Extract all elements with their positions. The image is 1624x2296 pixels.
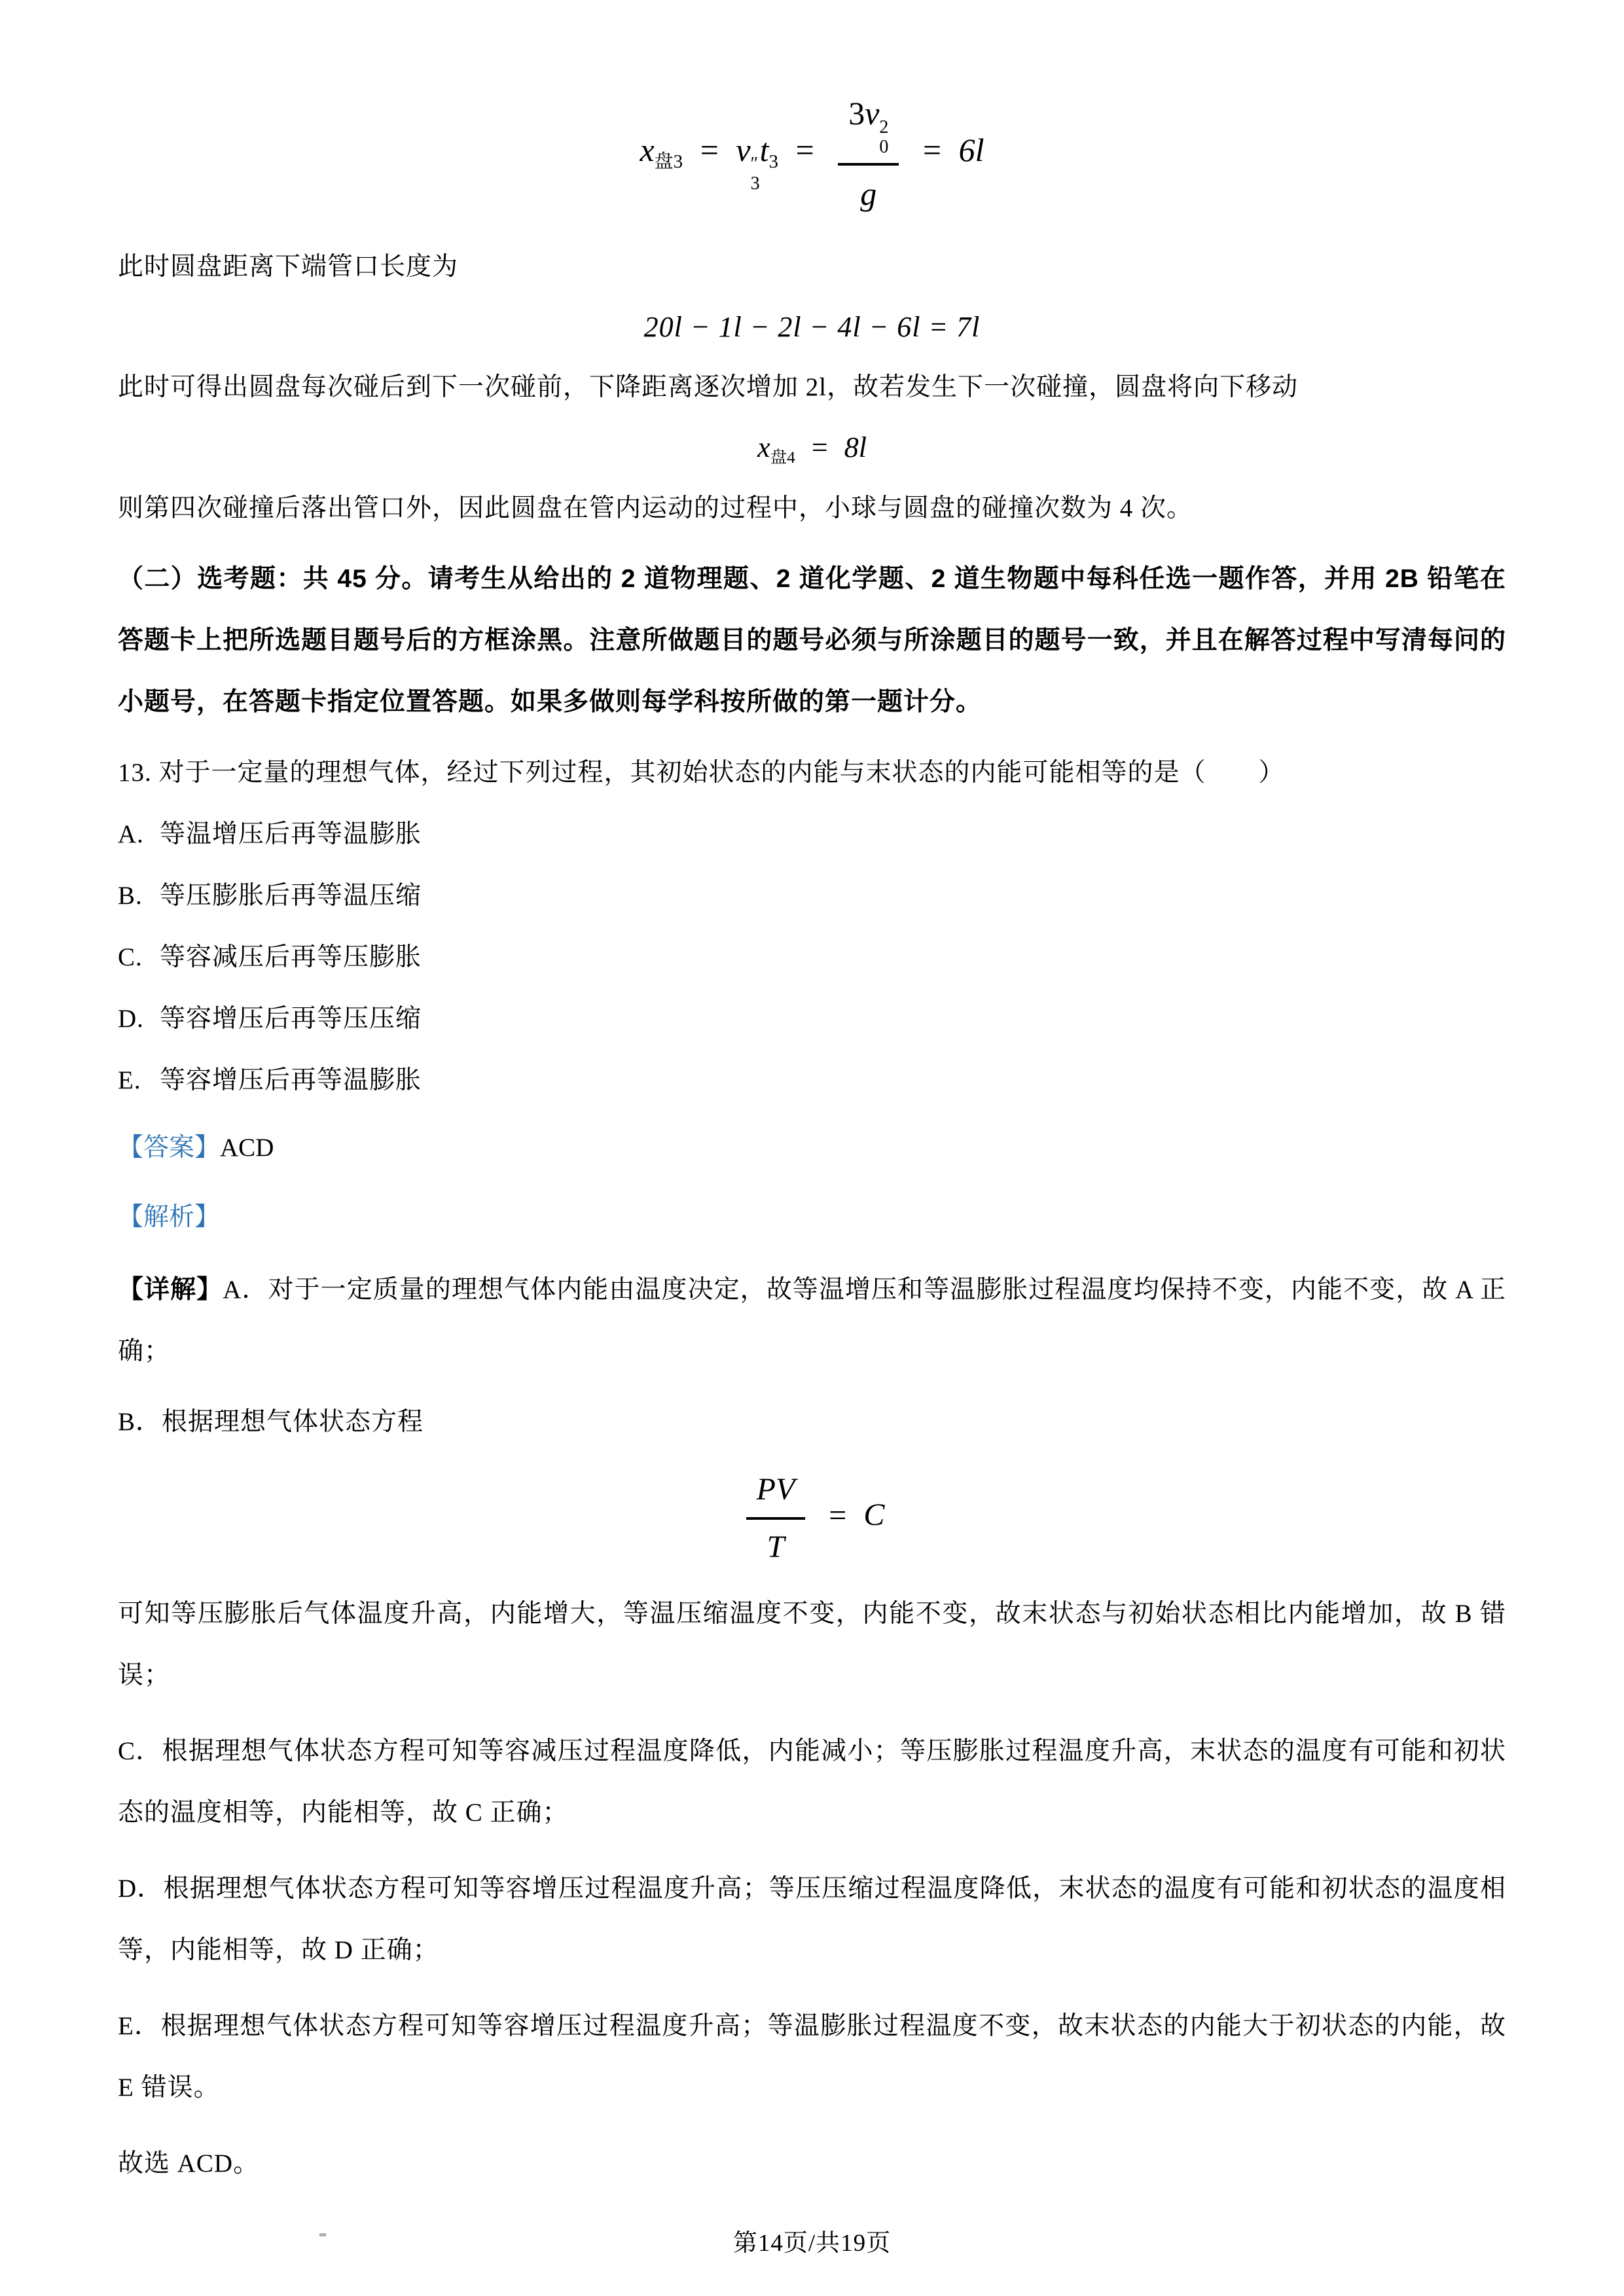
paragraph-disk-distance: 此时圆盘距离下端管口长度为 (118, 253, 459, 281)
option-c (118, 927, 1506, 988)
math-supsub-v0-squared: 2 0 (879, 117, 889, 158)
fraction-3v0sq-over-g (838, 90, 899, 217)
option-e-label: E. (118, 1066, 141, 1095)
conclusion-line: 故选 ACD。 (118, 2149, 260, 2178)
detail-paragraph-c: C．根据理想气体状态方程可知等容减压过程温度降低，内能减小；等压膨胀过程温度升高，末状态的温度有可能和初状态的温度相等，内能相等，故 C 正确； (118, 1736, 1506, 1827)
option-d-label: D. (118, 1005, 144, 1033)
option-d (118, 988, 1506, 1050)
detail-paragraph-d: D．根据理想气体状态方程可知等容增压过程温度升高；等压压缩过程温度降低，末状态的温度有可能和初状态的温度相等，内能相等，故 D 正确； (118, 1874, 1506, 1964)
option-a (118, 804, 1506, 865)
math-const-c: C (863, 1498, 885, 1533)
page-number-footer: 第14页/共19页 (732, 2230, 892, 2257)
section-note-optional-questions: （二）选考题：共 45 分。请考生从给出的 2 道物理题、2 道化学题、2 道生物题中每科任选一题作答，并用 2B 铅笔在答题卡上把所选题目题号后的方框涂黑。注意所做题目的题号必须与所涂题目的题号一致，并且在解答过程中写清每问的小题号，在答题卡指定位置答题。如果多做则每学科按所做的第一题计分。 (118, 565, 1506, 717)
fraction-numerator: PV (746, 1467, 806, 1519)
analysis-line (118, 1185, 1506, 1250)
option-e-text: 等容增压后再等温膨胀 (160, 1066, 422, 1095)
formula-length-remaining (118, 298, 1506, 357)
option-b-text: 等压膨胀后再等温压缩 (160, 882, 422, 910)
fraction-pv-over-t (746, 1467, 806, 1568)
formula-ideal-gas-law (118, 1453, 1506, 1583)
math-var-x: x (757, 431, 770, 463)
math-expression: 20l − 1l − 2l − 4l − 6l = 7l (643, 311, 981, 344)
fraction-denominator: T (767, 1529, 785, 1564)
answer-value: ACD (220, 1134, 274, 1162)
math-var-x: x (640, 132, 655, 169)
fraction-numerator: 3v 2 0 (838, 90, 899, 166)
math-result-6l: 6l (958, 132, 984, 169)
math-var-t: t (759, 132, 769, 169)
math-supsub-v3: ″ 3 (750, 153, 760, 194)
fraction-denominator: g (860, 175, 877, 213)
option-a-text: 等温增压后再等温膨胀 (160, 820, 422, 849)
option-c-text: 等容减压后再等压膨胀 (160, 943, 422, 972)
math-result-8l: 8l (844, 431, 867, 463)
math-subscript-pan3: 盘3 (654, 151, 683, 173)
paragraph-collision-count: 则第四次碰撞后落出管口外，因此圆盘在管内运动的过程中，小球与圆盘的碰撞次数为 4 次。 (118, 494, 1193, 523)
option-a-label: A. (118, 820, 144, 849)
option-b (118, 865, 1506, 927)
paragraph-collision-increase: 此时可得出圆盘每次碰后到下一次碰前，下降距离逐次增加 2l，故若发生下一次碰撞，圆盘将向下移动 (118, 372, 1299, 401)
question-13-stem: 13. 对于一定量的理想气体，经过下列过程，其初始状态的内能与末状态的内能可能相等的是（ ） (118, 759, 1285, 787)
equals-sign: = (795, 132, 814, 169)
detail-paragraph-a (118, 1259, 1506, 1382)
formula-disk-displacement-3 (118, 73, 1506, 236)
page-content (118, 73, 1506, 2195)
equals-sign: = (700, 132, 719, 169)
detail-paragraph-b-intro: B．根据理想气体状态方程 (118, 1408, 424, 1437)
formula-disk-displacement-4 (118, 418, 1506, 478)
math-subscript-pan4: 盘4 (770, 447, 795, 467)
option-b-label: B. (118, 882, 143, 910)
answer-tag: 【答案】 (118, 1134, 221, 1162)
option-e (118, 1050, 1506, 1111)
detail-paragraph-b: 可知等压膨胀后气体温度升高，内能增大，等温压缩温度不变，内能不变，故末状态与初始状态相比内能增加，故 B 错误； (118, 1599, 1506, 1689)
detail-tag: 【详解】 (118, 1276, 223, 1304)
equals-sign: = (829, 1498, 847, 1533)
math-subscript-t3: 3 (768, 151, 778, 173)
math-var-v: v (736, 132, 751, 169)
equals-sign: = (922, 132, 942, 169)
option-d-text: 等容增压后再等压压缩 (160, 1005, 422, 1033)
equals-sign: = (811, 431, 828, 463)
analysis-tag: 【解析】 (118, 1203, 221, 1232)
answer-line (118, 1115, 1506, 1181)
detail-a-text: A．对于一定质量的理想气体内能由温度决定，故等温增压和等温膨胀过程温度均保持不变，内能不变，故 A 正确； (118, 1276, 1506, 1366)
detail-paragraph-e: E．根据理想气体状态方程可知等容增压过程温度升高；等温膨胀过程温度不变，故末状态的内能大于初状态的内能，故 E 错误。 (118, 2011, 1506, 2102)
option-c-label: C. (118, 943, 143, 972)
